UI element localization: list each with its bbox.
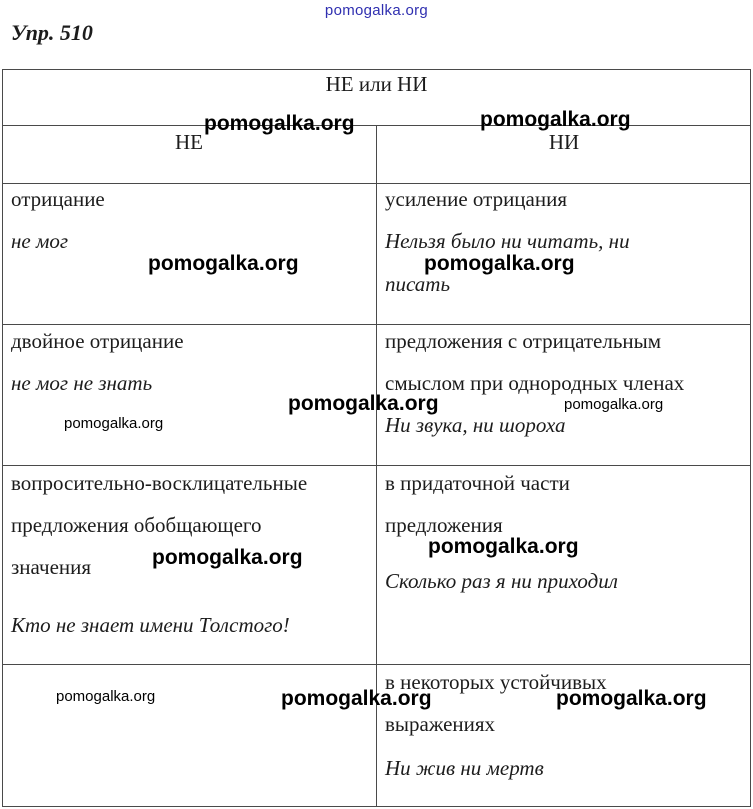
table-title: НЕ или НИ xyxy=(325,72,428,96)
row1-ni-rule: усиление отрицания xyxy=(385,187,567,211)
column-header-ne: НЕ xyxy=(175,130,203,154)
row3-ne-rule-line1: вопросительно-восклицательные xyxy=(11,471,308,495)
row3-ni-example: Сколько раз я ни приходил xyxy=(385,569,618,593)
row1-ne-rule: отрицание xyxy=(11,187,105,211)
watermark: pomogalka.org xyxy=(152,546,303,569)
watermark: pomogalka.org xyxy=(148,252,299,275)
exercise-title: Упр. 510 xyxy=(11,20,93,45)
watermark: pomogalka.org xyxy=(564,396,664,413)
watermark: pomogalka.org xyxy=(56,688,156,705)
watermark: pomogalka.org xyxy=(281,687,432,710)
row1-ni-example-line1: Нельзя было ни читать, ни xyxy=(385,229,630,253)
watermark: pomogalka.org xyxy=(428,535,579,558)
watermark: pomogalka.org xyxy=(480,108,631,131)
row3-ne-rule-line3: значения xyxy=(11,555,92,579)
row3-ne-rule-line2: предложения обобщающего xyxy=(11,513,262,537)
top-watermark: pomogalka.org xyxy=(324,2,429,19)
row2-ne-example: не мог не знать xyxy=(11,371,153,395)
row2-ne-rule: двойное отрицание xyxy=(11,329,184,353)
column-header-ni: НИ xyxy=(548,130,580,154)
row4-ni-rule-line1: в некоторых устойчивых xyxy=(385,670,607,694)
watermark: pomogalka.org xyxy=(204,112,355,135)
row1-ne-example: не мог xyxy=(11,229,69,253)
watermark: pomogalka.org xyxy=(288,392,439,415)
watermark: pomogalka.org xyxy=(556,687,707,710)
row2-ni-example: Ни звука, ни шороха xyxy=(385,413,566,437)
row3-ni-rule-line2: предложения xyxy=(385,513,503,537)
row3-ni-rule-line1: в придаточной части xyxy=(385,471,570,495)
watermark: pomogalka.org xyxy=(64,415,164,432)
row2-ni-rule-line2: смыслом при однородных членах xyxy=(385,371,685,395)
row4-ni-example: Ни жив ни мертв xyxy=(385,756,544,780)
table-border-left xyxy=(2,69,3,807)
row2-ni-rule-line1: предложения с отрицательным xyxy=(385,329,662,353)
table-border-right xyxy=(750,69,751,807)
row3-ne-example: Кто не знает имени Толстого! xyxy=(11,613,290,637)
watermark: pomogalka.org xyxy=(424,252,575,275)
row1-ni-example-line2: писать xyxy=(385,272,450,296)
row4-ni-rule-line2: выражениях xyxy=(385,712,496,736)
